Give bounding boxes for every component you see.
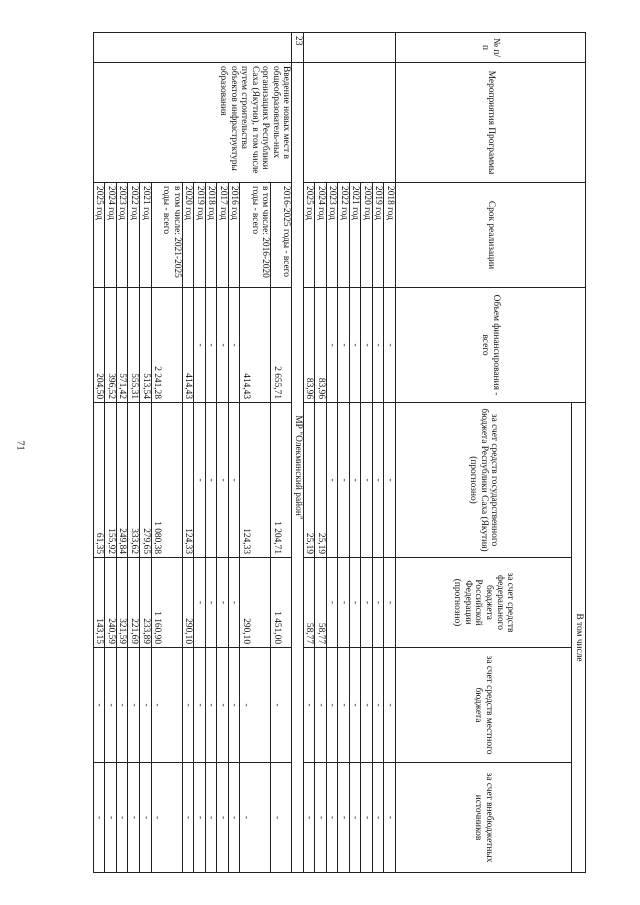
cell-total: -	[205, 288, 217, 403]
cell-rs: 155,92	[105, 403, 117, 558]
cell-rs: 249,84	[116, 403, 128, 558]
cell-vb: -	[338, 763, 350, 873]
cell-mb: -	[151, 648, 182, 763]
cell-period: 2021 год	[349, 183, 361, 288]
cell-rf: 240,59	[105, 558, 117, 648]
cell-measure-empty	[303, 63, 395, 183]
cell-rf: -	[361, 558, 373, 648]
cell-total: -	[194, 288, 206, 403]
cell-vb: -	[116, 763, 128, 873]
cell-vb: -	[182, 763, 194, 873]
cell-vb: -	[128, 763, 140, 873]
cell-mb: -	[349, 648, 361, 763]
cell-total: 414,43	[182, 288, 194, 403]
cell-rf: 143,15	[93, 558, 105, 648]
cell-period: 2024 год	[105, 183, 117, 288]
cell-total: 396,52	[105, 288, 117, 403]
cell-mb: -	[372, 648, 384, 763]
cell-mb: -	[93, 648, 105, 763]
cell-rf: -	[217, 558, 229, 648]
cell-rf: -	[205, 558, 217, 648]
cell-period: 2018 год	[384, 183, 396, 288]
cell-total: 83,96	[303, 288, 315, 403]
cell-total: 513,54	[140, 288, 152, 403]
cell-vb: -	[326, 763, 338, 873]
cell-rs: -	[372, 403, 384, 558]
cell-mb: -	[384, 648, 396, 763]
cell-total: 83,96	[315, 288, 327, 403]
cell-rf: 58,77	[315, 558, 327, 648]
cell-rf: -	[338, 558, 350, 648]
cell-period: 2019 год	[194, 183, 206, 288]
cell-vb: -	[194, 763, 206, 873]
cell-vb: -	[372, 763, 384, 873]
col-header-mb: за счет средств местного бюджета	[396, 648, 572, 763]
cell-mb: -	[194, 648, 206, 763]
col-header-num: № п/п	[396, 33, 586, 63]
cell-period: 2022 год	[128, 183, 140, 288]
col-header-rs: за счет средств государственного бюджета Республики Саха (Якутия) (прогнозно)	[396, 403, 572, 558]
cell-mb: -	[303, 648, 315, 763]
cell-period: 2021 год	[140, 183, 152, 288]
cell-vb: -	[228, 763, 240, 873]
cell-mb: -	[338, 648, 350, 763]
cell-period: 2023 год	[326, 183, 338, 288]
col-header-measure: Мероприятия Программы	[396, 63, 586, 183]
cell-vb: -	[151, 763, 182, 873]
col-header-period: Срок реализации	[396, 183, 586, 288]
cell-period: в том числе: 2021-2025 годы - всего	[151, 183, 182, 288]
cell-vb: -	[315, 763, 327, 873]
cell-rs: -	[205, 403, 217, 558]
cell-vb: -	[384, 763, 396, 873]
cell-total: -	[338, 288, 350, 403]
cell-mb: -	[105, 648, 117, 763]
cell-rs: 1 080,38	[151, 403, 182, 558]
cell-rf: 1 160,90	[151, 558, 182, 648]
cell-mb: -	[217, 648, 229, 763]
cell-rs: -	[228, 403, 240, 558]
cell-vb: -	[349, 763, 361, 873]
cell-rs: 61,35	[93, 403, 105, 558]
cell-num-empty	[303, 33, 395, 63]
cell-rf: -	[384, 558, 396, 648]
cell-total: 414,43	[240, 288, 271, 403]
cell-mb: -	[326, 648, 338, 763]
cell-rf: -	[349, 558, 361, 648]
cell-period: 2025 год	[93, 183, 105, 288]
cell-rf: 233,89	[140, 558, 152, 648]
table-row	[271, 33, 292, 873]
cell-mb: -	[315, 648, 327, 763]
cell-vb: -	[217, 763, 229, 873]
cell-rs: 333,62	[128, 403, 140, 558]
cell-period: в том числе: 2016-2020 годы - всего	[240, 183, 271, 288]
cell-rs: 1 204,71	[271, 403, 292, 558]
cell-period: 2016 год	[228, 183, 240, 288]
cell-period: 2020 год	[361, 183, 373, 288]
cell-rf: 321,59	[116, 558, 128, 648]
cell-rs: -	[326, 403, 338, 558]
cell-rs: -	[349, 403, 361, 558]
cell-rs: 25,19	[303, 403, 315, 558]
cell-rf: 290,10	[240, 558, 271, 648]
cell-vb: -	[93, 763, 105, 873]
cell-rs: -	[338, 403, 350, 558]
rotated-table-frame	[62, 32, 586, 872]
cell-period: 2019 год	[372, 183, 384, 288]
cell-mb: -	[361, 648, 373, 763]
cell-rs: 124,33	[182, 403, 194, 558]
cell-rs: -	[194, 403, 206, 558]
cell-period: 2020 год	[182, 183, 194, 288]
col-header-rf: за счет средств федерального бюджета Российской Федерации (прогнозно)	[396, 558, 572, 648]
col-header-total: Объем финансирования - всего	[396, 288, 586, 403]
region-num: 23	[292, 33, 304, 63]
cell-mb: -	[240, 648, 271, 763]
cell-rs: 124,33	[240, 403, 271, 558]
cell-rf: 1 451,00	[271, 558, 292, 648]
cell-mb: -	[205, 648, 217, 763]
cell-period: 2018 год	[205, 183, 217, 288]
col-header-vb: за счет внебюджетных источников	[396, 763, 572, 873]
cell-rs: -	[217, 403, 229, 558]
cell-mb: -	[182, 648, 194, 763]
cell-period: 2016-2025 годы - всего	[271, 183, 292, 288]
cell-total: 2 241,28	[151, 288, 182, 403]
cell-rf: -	[228, 558, 240, 648]
cell-period: 2024 год	[315, 183, 327, 288]
table-row	[384, 33, 396, 873]
region-name: МР "Олекминский район"	[292, 63, 304, 873]
cell-mb: -	[228, 648, 240, 763]
cell-total: -	[384, 288, 396, 403]
cell-vb: -	[140, 763, 152, 873]
cell-rf: -	[372, 558, 384, 648]
cell-vb: -	[303, 763, 315, 873]
cell-total: -	[361, 288, 373, 403]
cell-total: 555,31	[128, 288, 140, 403]
cell-total: 204,50	[93, 288, 105, 403]
cell-total: -	[326, 288, 338, 403]
cell-vb: -	[205, 763, 217, 873]
cell-period: 2025 год	[303, 183, 315, 288]
financing-table	[93, 32, 586, 873]
cell-vb: -	[240, 763, 271, 873]
cell-vb: -	[271, 763, 292, 873]
cell-total: -	[349, 288, 361, 403]
cell-rf: 290,10	[182, 558, 194, 648]
cell-period: 2023 год	[116, 183, 128, 288]
cell-rs: -	[384, 403, 396, 558]
cell-mb: -	[116, 648, 128, 763]
cell-rf: -	[326, 558, 338, 648]
measure-description: Введение новых мест в общеобразователь-ных организациях Республики Саха (Якутия), в том числе путем строительства объектов инфраструктуры образования	[93, 63, 291, 183]
cell-mb: -	[128, 648, 140, 763]
cell-total: -	[228, 288, 240, 403]
cell-period: 2017 год	[217, 183, 229, 288]
cell-mb: -	[271, 648, 292, 763]
cell-num-empty	[93, 33, 291, 63]
cell-vb: -	[105, 763, 117, 873]
cell-period: 2022 год	[338, 183, 350, 288]
cell-total: 2 655,71	[271, 288, 292, 403]
cell-mb: -	[140, 648, 152, 763]
cell-rf: 58,77	[303, 558, 315, 648]
cell-rs: 25,19	[315, 403, 327, 558]
cell-rf: -	[194, 558, 206, 648]
cell-rf: 221,69	[128, 558, 140, 648]
cell-rs: -	[361, 403, 373, 558]
cell-total: -	[372, 288, 384, 403]
cell-vb: -	[361, 763, 373, 873]
cell-total: 571,42	[116, 288, 128, 403]
header-row-top	[572, 33, 586, 873]
region-row	[292, 33, 304, 873]
page-number: 71	[14, 440, 26, 451]
col-header-incl: В том числе	[572, 403, 586, 873]
cell-rs: 279,65	[140, 403, 152, 558]
cell-total: -	[217, 288, 229, 403]
